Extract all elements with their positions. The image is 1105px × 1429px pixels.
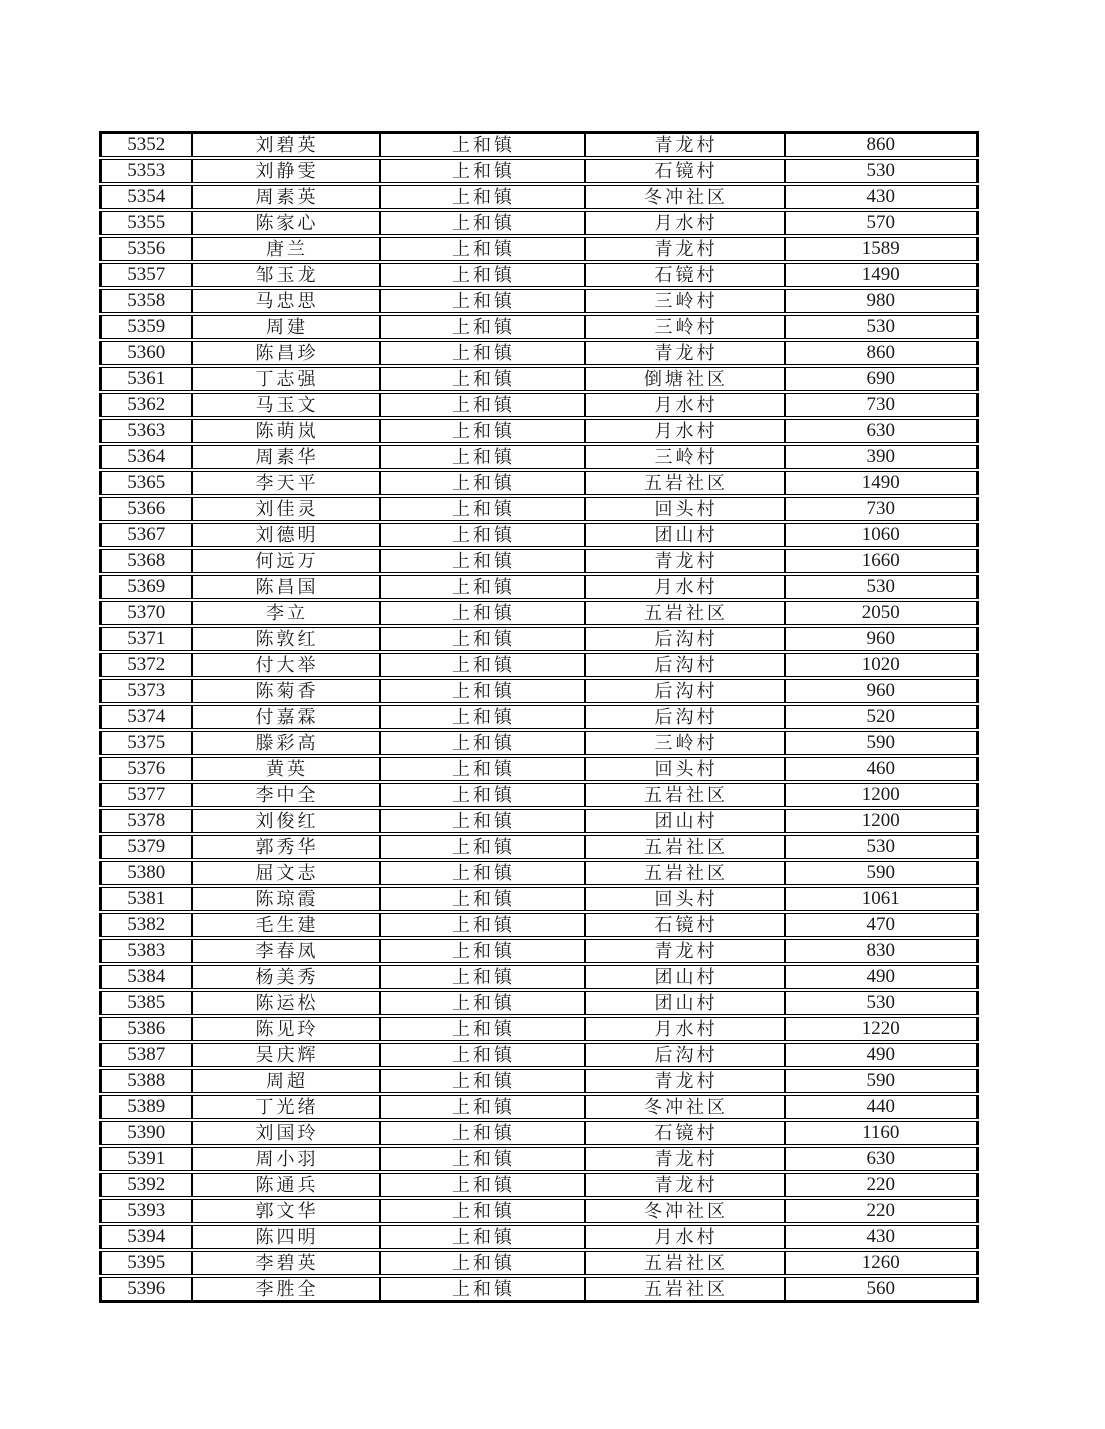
amount-cell: 1200: [785, 782, 978, 808]
amount-cell: 430: [785, 1224, 978, 1250]
town-cell: 上和镇: [380, 184, 585, 210]
town-cell: 上和镇: [380, 1276, 585, 1302]
town-cell: 上和镇: [380, 1094, 585, 1120]
town-cell: 上和镇: [380, 392, 585, 418]
town-cell: 上和镇: [380, 808, 585, 834]
town-cell: 上和镇: [380, 1250, 585, 1276]
town-cell: 上和镇: [380, 340, 585, 366]
amount-cell: 1260: [785, 1250, 978, 1276]
village-cell: 三岭村: [585, 288, 785, 314]
amount-cell: 220: [785, 1198, 978, 1224]
person-name-cell: 何远万: [192, 548, 380, 574]
table-row: [101, 288, 978, 314]
village-cell: 青龙村: [585, 548, 785, 574]
serial-number-cell: 5359: [101, 314, 192, 340]
village-cell: 月水村: [585, 392, 785, 418]
person-name-cell: 陈昌国: [192, 574, 380, 600]
village-cell: 五岩社区: [585, 1250, 785, 1276]
amount-cell: 1020: [785, 652, 978, 678]
amount-cell: 530: [785, 990, 978, 1016]
village-cell: 月水村: [585, 1016, 785, 1042]
person-name-cell: 滕彩高: [192, 730, 380, 756]
town-cell: 上和镇: [380, 1172, 585, 1198]
serial-number-cell: 5356: [101, 236, 192, 262]
amount-cell: 730: [785, 392, 978, 418]
table-row: [101, 1120, 978, 1146]
table-row: [101, 158, 978, 184]
table-row: [101, 1250, 978, 1276]
person-name-cell: 屈文志: [192, 860, 380, 886]
serial-number-cell: 5392: [101, 1172, 192, 1198]
person-name-cell: 刘国玲: [192, 1120, 380, 1146]
town-cell: 上和镇: [380, 730, 585, 756]
person-name-cell: 陈运松: [192, 990, 380, 1016]
table-row: [101, 366, 978, 392]
village-cell: 石镜村: [585, 912, 785, 938]
serial-number-cell: 5388: [101, 1068, 192, 1094]
amount-cell: 980: [785, 288, 978, 314]
town-cell: 上和镇: [380, 678, 585, 704]
village-cell: 五岩社区: [585, 860, 785, 886]
amount-cell: 960: [785, 678, 978, 704]
amount-cell: 1490: [785, 470, 978, 496]
town-cell: 上和镇: [380, 366, 585, 392]
town-cell: 上和镇: [380, 704, 585, 730]
table-row: [101, 808, 978, 834]
table-row: [101, 262, 978, 288]
table-row: [101, 860, 978, 886]
village-cell: 后沟村: [585, 626, 785, 652]
serial-number-cell: 5377: [101, 782, 192, 808]
village-cell: 月水村: [585, 418, 785, 444]
amount-cell: 1589: [785, 236, 978, 262]
serial-number-cell: 5387: [101, 1042, 192, 1068]
table-row: [101, 236, 978, 262]
person-name-cell: 陈昌珍: [192, 340, 380, 366]
town-cell: 上和镇: [380, 652, 585, 678]
amount-cell: 490: [785, 1042, 978, 1068]
person-name-cell: 丁光绪: [192, 1094, 380, 1120]
person-name-cell: 陈萌岚: [192, 418, 380, 444]
person-name-cell: 黄英: [192, 756, 380, 782]
village-cell: 冬冲社区: [585, 1198, 785, 1224]
village-cell: 青龙村: [585, 1172, 785, 1198]
village-cell: 石镜村: [585, 262, 785, 288]
serial-number-cell: 5389: [101, 1094, 192, 1120]
serial-number-cell: 5379: [101, 834, 192, 860]
amount-cell: 2050: [785, 600, 978, 626]
table-row: [101, 574, 978, 600]
serial-number-cell: 5362: [101, 392, 192, 418]
serial-number-cell: 5364: [101, 444, 192, 470]
person-name-cell: 周小羽: [192, 1146, 380, 1172]
village-cell: 月水村: [585, 1224, 785, 1250]
person-name-cell: 马玉文: [192, 392, 380, 418]
amount-cell: 1200: [785, 808, 978, 834]
table-row: [101, 678, 978, 704]
serial-number-cell: 5372: [101, 652, 192, 678]
table-row: [101, 1276, 978, 1302]
town-cell: 上和镇: [380, 158, 585, 184]
table-row: [101, 886, 978, 912]
amount-cell: 1220: [785, 1016, 978, 1042]
table-row: [101, 912, 978, 938]
town-cell: 上和镇: [380, 548, 585, 574]
amount-cell: 630: [785, 1146, 978, 1172]
village-cell: 冬冲社区: [585, 1094, 785, 1120]
table-row: [101, 600, 978, 626]
serial-number-cell: 5383: [101, 938, 192, 964]
village-cell: 青龙村: [585, 236, 785, 262]
town-cell: 上和镇: [380, 470, 585, 496]
serial-number-cell: 5355: [101, 210, 192, 236]
serial-number-cell: 5376: [101, 756, 192, 782]
town-cell: 上和镇: [380, 314, 585, 340]
village-cell: 三岭村: [585, 730, 785, 756]
town-cell: 上和镇: [380, 1016, 585, 1042]
village-cell: 五岩社区: [585, 834, 785, 860]
town-cell: 上和镇: [380, 574, 585, 600]
serial-number-cell: 5358: [101, 288, 192, 314]
amount-cell: 220: [785, 1172, 978, 1198]
village-cell: 石镜村: [585, 158, 785, 184]
amount-cell: 860: [785, 133, 978, 159]
amount-cell: 440: [785, 1094, 978, 1120]
serial-number-cell: 5381: [101, 886, 192, 912]
amount-cell: 960: [785, 626, 978, 652]
person-name-cell: 付嘉霖: [192, 704, 380, 730]
table-row: [101, 626, 978, 652]
table-row: [101, 470, 978, 496]
serial-number-cell: 5391: [101, 1146, 192, 1172]
table-row: [101, 704, 978, 730]
town-cell: 上和镇: [380, 626, 585, 652]
town-cell: 上和镇: [380, 444, 585, 470]
town-cell: 上和镇: [380, 938, 585, 964]
person-name-cell: 杨美秀: [192, 964, 380, 990]
person-name-cell: 陈见玲: [192, 1016, 380, 1042]
serial-number-cell: 5363: [101, 418, 192, 444]
amount-cell: 470: [785, 912, 978, 938]
village-cell: 五岩社区: [585, 470, 785, 496]
table-row: [101, 730, 978, 756]
person-name-cell: 陈菊香: [192, 678, 380, 704]
village-cell: 石镜村: [585, 1120, 785, 1146]
table-row: [101, 340, 978, 366]
village-cell: 团山村: [585, 990, 785, 1016]
table-row: [101, 548, 978, 574]
person-name-cell: 刘佳灵: [192, 496, 380, 522]
town-cell: 上和镇: [380, 756, 585, 782]
serial-number-cell: 5380: [101, 860, 192, 886]
village-cell: 后沟村: [585, 652, 785, 678]
table-row: [101, 314, 978, 340]
serial-number-cell: 5357: [101, 262, 192, 288]
village-cell: 青龙村: [585, 1146, 785, 1172]
amount-cell: 460: [785, 756, 978, 782]
person-name-cell: 刘俊红: [192, 808, 380, 834]
serial-number-cell: 5360: [101, 340, 192, 366]
village-cell: 五岩社区: [585, 782, 785, 808]
person-name-cell: 郭秀华: [192, 834, 380, 860]
town-cell: 上和镇: [380, 210, 585, 236]
table-row: [101, 496, 978, 522]
table-body: [101, 133, 978, 1302]
person-name-cell: 周建: [192, 314, 380, 340]
amount-cell: 730: [785, 496, 978, 522]
person-name-cell: 李胜全: [192, 1276, 380, 1302]
village-cell: 回头村: [585, 756, 785, 782]
town-cell: 上和镇: [380, 236, 585, 262]
village-cell: 冬冲社区: [585, 184, 785, 210]
village-cell: 青龙村: [585, 1068, 785, 1094]
serial-number-cell: 5393: [101, 1198, 192, 1224]
village-cell: 三岭村: [585, 314, 785, 340]
serial-number-cell: 5373: [101, 678, 192, 704]
town-cell: 上和镇: [380, 782, 585, 808]
village-cell: 回头村: [585, 496, 785, 522]
person-name-cell: 付大举: [192, 652, 380, 678]
village-cell: 后沟村: [585, 704, 785, 730]
person-name-cell: 唐兰: [192, 236, 380, 262]
serial-number-cell: 5396: [101, 1276, 192, 1302]
table-row: [101, 444, 978, 470]
town-cell: 上和镇: [380, 886, 585, 912]
amount-cell: 530: [785, 834, 978, 860]
town-cell: 上和镇: [380, 990, 585, 1016]
village-cell: 三岭村: [585, 444, 785, 470]
person-name-cell: 周素英: [192, 184, 380, 210]
village-cell: 倒塘社区: [585, 366, 785, 392]
person-name-cell: 周素华: [192, 444, 380, 470]
amount-cell: 570: [785, 210, 978, 236]
amount-cell: 1160: [785, 1120, 978, 1146]
amount-cell: 590: [785, 1068, 978, 1094]
person-name-cell: 毛生建: [192, 912, 380, 938]
village-cell: 五岩社区: [585, 1276, 785, 1302]
town-cell: 上和镇: [380, 262, 585, 288]
town-cell: 上和镇: [380, 288, 585, 314]
records-table: [99, 131, 979, 1303]
person-name-cell: 李中全: [192, 782, 380, 808]
person-name-cell: 郭文华: [192, 1198, 380, 1224]
serial-number-cell: 5352: [101, 133, 192, 159]
village-cell: 月水村: [585, 574, 785, 600]
person-name-cell: 陈琼霞: [192, 886, 380, 912]
town-cell: 上和镇: [380, 964, 585, 990]
town-cell: 上和镇: [380, 1120, 585, 1146]
village-cell: 团山村: [585, 964, 785, 990]
person-name-cell: 李天平: [192, 470, 380, 496]
town-cell: 上和镇: [380, 133, 585, 159]
person-name-cell: 刘德明: [192, 522, 380, 548]
town-cell: 上和镇: [380, 1224, 585, 1250]
town-cell: 上和镇: [380, 1146, 585, 1172]
amount-cell: 1061: [785, 886, 978, 912]
amount-cell: 530: [785, 314, 978, 340]
serial-number-cell: 5375: [101, 730, 192, 756]
table-row: [101, 133, 978, 159]
village-cell: 青龙村: [585, 938, 785, 964]
village-cell: 五岩社区: [585, 600, 785, 626]
serial-number-cell: 5382: [101, 912, 192, 938]
amount-cell: 530: [785, 158, 978, 184]
amount-cell: 590: [785, 860, 978, 886]
serial-number-cell: 5354: [101, 184, 192, 210]
person-name-cell: 刘碧英: [192, 133, 380, 159]
serial-number-cell: 5366: [101, 496, 192, 522]
person-name-cell: 邹玉龙: [192, 262, 380, 288]
table-row: [101, 1198, 978, 1224]
person-name-cell: 丁志强: [192, 366, 380, 392]
town-cell: 上和镇: [380, 860, 585, 886]
amount-cell: 690: [785, 366, 978, 392]
amount-cell: 530: [785, 574, 978, 600]
serial-number-cell: 5390: [101, 1120, 192, 1146]
village-cell: 回头村: [585, 886, 785, 912]
serial-number-cell: 5367: [101, 522, 192, 548]
serial-number-cell: 5374: [101, 704, 192, 730]
town-cell: 上和镇: [380, 1198, 585, 1224]
table-row: [101, 964, 978, 990]
town-cell: 上和镇: [380, 834, 585, 860]
person-name-cell: 马忠思: [192, 288, 380, 314]
person-name-cell: 李立: [192, 600, 380, 626]
serial-number-cell: 5368: [101, 548, 192, 574]
table-row: [101, 184, 978, 210]
village-cell: 后沟村: [585, 1042, 785, 1068]
village-cell: 青龙村: [585, 340, 785, 366]
amount-cell: 390: [785, 444, 978, 470]
table-row: [101, 834, 978, 860]
person-name-cell: 陈家心: [192, 210, 380, 236]
person-name-cell: 刘静雯: [192, 158, 380, 184]
town-cell: 上和镇: [380, 600, 585, 626]
amount-cell: 1660: [785, 548, 978, 574]
amount-cell: 560: [785, 1276, 978, 1302]
table-row: [101, 756, 978, 782]
town-cell: 上和镇: [380, 1068, 585, 1094]
table-row: [101, 1146, 978, 1172]
serial-number-cell: 5378: [101, 808, 192, 834]
serial-number-cell: 5386: [101, 1016, 192, 1042]
amount-cell: 520: [785, 704, 978, 730]
table-row: [101, 392, 978, 418]
person-name-cell: 陈四明: [192, 1224, 380, 1250]
serial-number-cell: 5369: [101, 574, 192, 600]
serial-number-cell: 5385: [101, 990, 192, 1016]
table-row: [101, 990, 978, 1016]
table-row: [101, 1172, 978, 1198]
serial-number-cell: 5395: [101, 1250, 192, 1276]
village-cell: 月水村: [585, 210, 785, 236]
amount-cell: 1490: [785, 262, 978, 288]
table-row: [101, 782, 978, 808]
person-name-cell: 李春凤: [192, 938, 380, 964]
table-row: [101, 1094, 978, 1120]
amount-cell: 590: [785, 730, 978, 756]
amount-cell: 630: [785, 418, 978, 444]
amount-cell: 830: [785, 938, 978, 964]
person-name-cell: 周超: [192, 1068, 380, 1094]
serial-number-cell: 5361: [101, 366, 192, 392]
amount-cell: 430: [785, 184, 978, 210]
village-cell: 团山村: [585, 522, 785, 548]
serial-number-cell: 5394: [101, 1224, 192, 1250]
table-row: [101, 1042, 978, 1068]
amount-cell: 1060: [785, 522, 978, 548]
village-cell: 青龙村: [585, 133, 785, 159]
person-name-cell: 陈敦红: [192, 626, 380, 652]
table-row: [101, 418, 978, 444]
table-row: [101, 522, 978, 548]
person-name-cell: 李碧英: [192, 1250, 380, 1276]
table-row: [101, 1068, 978, 1094]
village-cell: 后沟村: [585, 678, 785, 704]
town-cell: 上和镇: [380, 522, 585, 548]
village-cell: 团山村: [585, 808, 785, 834]
town-cell: 上和镇: [380, 418, 585, 444]
town-cell: 上和镇: [380, 496, 585, 522]
person-name-cell: 陈通兵: [192, 1172, 380, 1198]
town-cell: 上和镇: [380, 1042, 585, 1068]
serial-number-cell: 5384: [101, 964, 192, 990]
serial-number-cell: 5365: [101, 470, 192, 496]
table-row: [101, 652, 978, 678]
amount-cell: 490: [785, 964, 978, 990]
serial-number-cell: 5353: [101, 158, 192, 184]
amount-cell: 860: [785, 340, 978, 366]
table-row: [101, 938, 978, 964]
table-row: [101, 1016, 978, 1042]
town-cell: 上和镇: [380, 912, 585, 938]
serial-number-cell: 5370: [101, 600, 192, 626]
person-name-cell: 吴庆辉: [192, 1042, 380, 1068]
table-row: [101, 1224, 978, 1250]
serial-number-cell: 5371: [101, 626, 192, 652]
table-row: [101, 210, 978, 236]
